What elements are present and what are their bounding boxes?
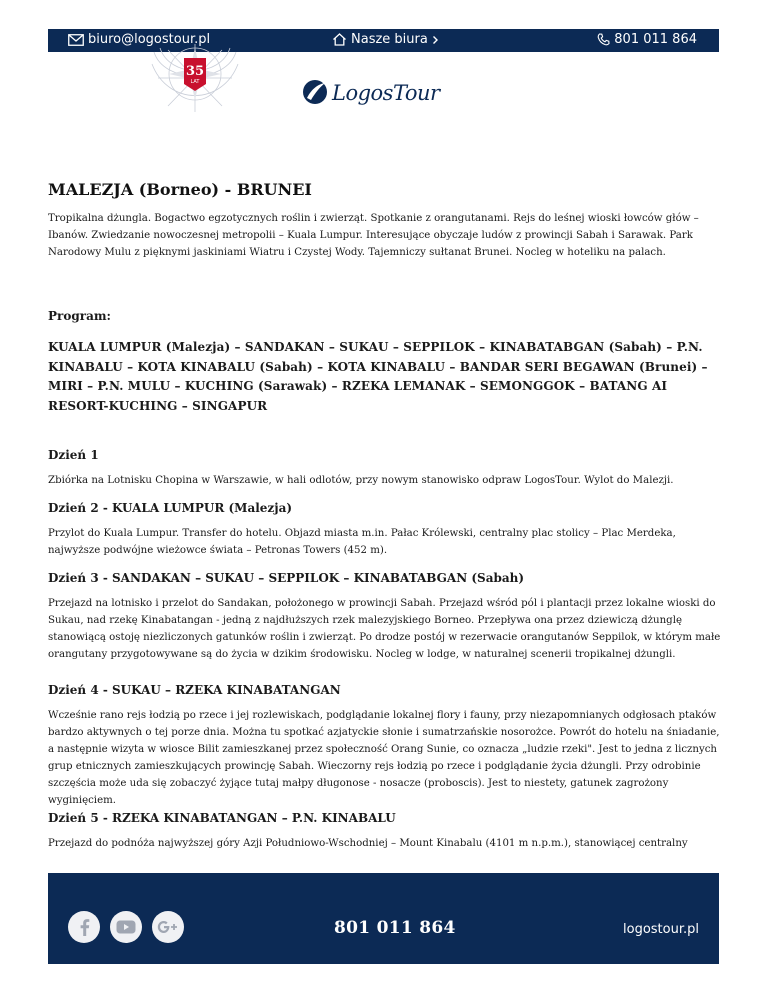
day-description: Przejazd na lotnisko i przelot do Sandakan, położonego w prowincji Sabah. Przejazd wśród pól i plantacji przez lokalne wioski do Sukau, nad rzekę Kinabatangan - jedną z najdłuższych rzek malezyjskiego Borneo. Przepływa ona przez dziewiczą dżunglę stanowiącą ostoję niezliczonych gatunków roślin i zwierząt. Po drodze postój w rezerwacie orangutanów Seppilok, w którym małe orangutany przygotowywane są do życia w dzikim środowisku. Nocleg w lodge, w naturalnej scenerii tropikalnej dżungli. <box>48 598 721 660</box>
day-title: Dzień 4 - SUKAU – RZEKA KINABATANGAN <box>48 683 341 697</box>
day-title: Dzień 1 <box>48 448 99 462</box>
program-label: Program: <box>48 309 111 323</box>
offices-link[interactable] <box>332 32 439 47</box>
facebook-icon[interactable] <box>68 911 100 943</box>
logo-text: LogosTour <box>332 81 440 105</box>
trip-route: KUALA LUMPUR (Malezja) – SANDAKAN – SUKAU – SEPPILOK – KINABATABGAN (Sabah) – P.N. KINABALU – KOTA KINABALU (Sabah) – KOTA KINABALU – BANDAR SERI BEGAWAN (Brunei) – MIRI – P.N. MULU – KUCHING (Sarawak) – RZEKA LEMANAK – SEMONGGOK – BATANG AI RESORT-KUCHING – SINGAPUR <box>48 340 708 413</box>
day-section <box>48 810 724 852</box>
seal-subtext: LAT <box>190 79 200 85</box>
day-section <box>48 447 724 489</box>
day-section <box>48 500 724 559</box>
phone-text: 801 011 864 <box>614 32 697 47</box>
day-description: Przylot do Kuala Lumpur. Transfer do hotelu. Objazd miasta m.in. Pałac Królewski, centralny plac stolicy – Plac Merdeka, najwyższe podwójne wieżowce świata – Petronas Towers (452 m). <box>48 528 676 556</box>
google-plus-icon[interactable] <box>152 911 184 943</box>
day-title: Dzień 5 - RZEKA KINABATANGAN – P.N. KINABALU <box>48 811 396 825</box>
top-contact-bar <box>48 29 719 52</box>
phone-icon <box>597 33 610 46</box>
day-section <box>48 570 724 663</box>
envelope-icon <box>68 34 84 46</box>
seal-number: 35 <box>185 64 205 79</box>
phone-link[interactable] <box>597 32 697 47</box>
day-description: Przejazd do podnóża najwyższej góry Azji Południowo-Wschodniej – Mount Kinabalu (4101 m n.p.m.), stanowiącej centralny <box>48 838 688 849</box>
day-title: Dzień 3 - SANDAKAN – SUKAU – SEPPILOK – KINABATABGAN (Sabah) <box>48 571 525 585</box>
anniversary-seal <box>150 44 240 112</box>
offices-text: Nasze biura <box>351 32 428 47</box>
email-text: biuro@logostour.pl <box>88 32 211 47</box>
day-description: Wcześnie rano rejs łodzią po rzece i jej rozlewiskach, podglądanie lokalnej flory i fauny, przy niezapomnianych odgłosach ptaków bardzo aktywnych o tej porze dnia. Można tu spotkać azjatyckie słonie i sumatrzańskie nosorożce. Powrót do hotelu na śniadanie, a następnie wizyta w wiosce Bilit zamieszkanej przez społeczność Orang Sunie, co oznacza „ludzie rzeki". Jest to jedna z licznych grup etnicznych zamieszkujących prowincję Sabah. Wieczorny rejs łodzią po rzece i podglądanie życia dżungli. Przy odrobinie szczęścia może uda się zobaczyć żyjące tutaj małpy długonose - nosacze (proboscis). Jest to niestety, gatunek zagrożony wyginięciem. <box>48 710 720 806</box>
youtube-icon[interactable] <box>110 911 142 943</box>
footer-website-link[interactable]: logostour.pl <box>623 922 699 937</box>
day-title: Dzień 2 - KUALA LUMPUR (Malezja) <box>48 501 293 515</box>
footer-bar <box>48 873 719 964</box>
trip-intro: Tropikalna dżungla. Bogactwo egzotycznych roślin i zwierząt. Spotkanie z orangutanami. Rejs do leśnej wioski łowców głów – Ibanów. Zwiedzanie nowoczesnej metropolii – Kuala Lumpur. Interesujące obyczaje ludów z prowincji Sabah i Sarawak. Park Narodowy Mulu z pięknymi jaskiniami Wiatru i Czystej Wody. Tajemniczy sułtanat Brunei. Nocleg w hoteliku na palach. <box>48 213 699 258</box>
footer-phone[interactable]: 801 011 864 <box>334 918 456 938</box>
day-section <box>48 682 724 809</box>
page-title: MALEZJA (Borneo) - BRUNEI <box>48 180 312 199</box>
chevron-right-icon <box>432 35 439 45</box>
home-icon <box>332 33 347 46</box>
logostour-logo[interactable] <box>302 76 440 108</box>
day-description: Zbiórka na Lotnisku Chopina w Warszawie, w hali odlotów, przy nowym stanowisko odpraw LogosTour. Wylot do Malezji. <box>48 475 674 486</box>
